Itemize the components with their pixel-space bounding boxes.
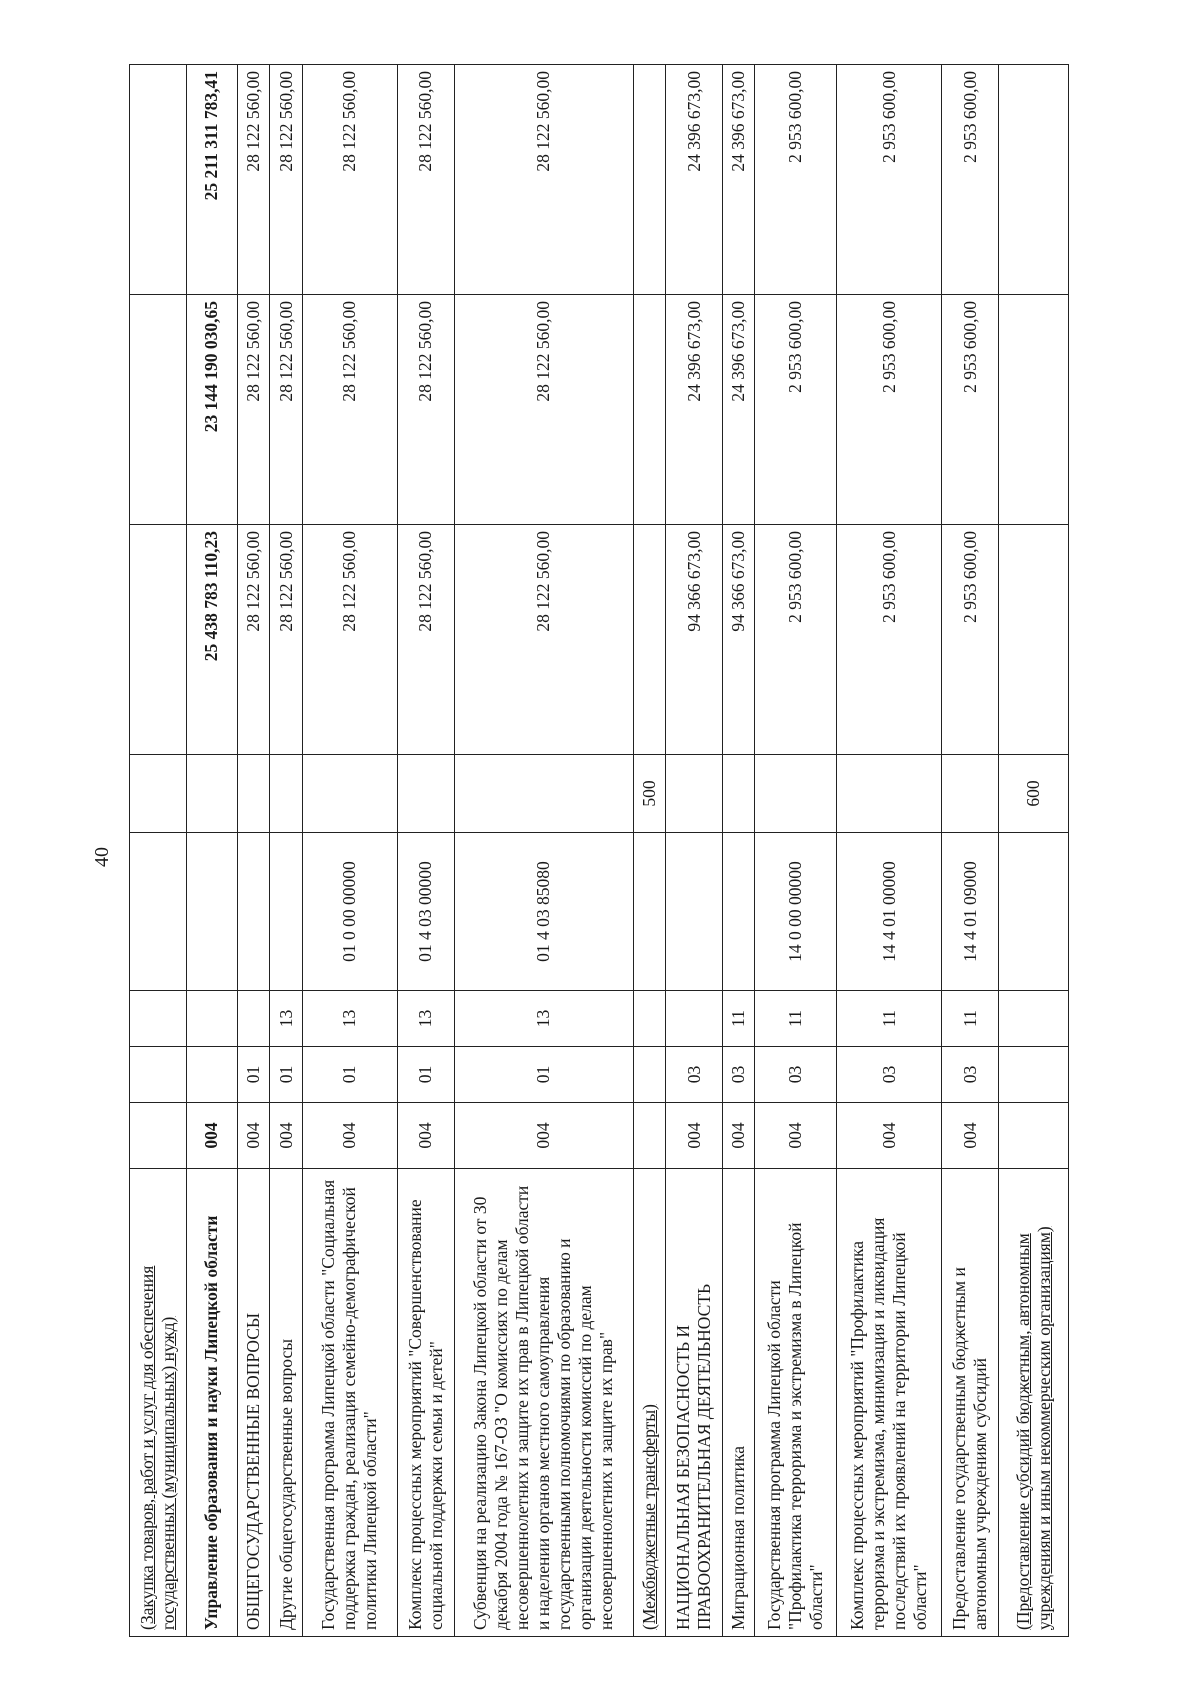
- cell-pr: [237, 991, 269, 1047]
- cell-rz: 03: [666, 1047, 723, 1103]
- cell-vr: [454, 755, 633, 833]
- cell-sum3: 24 396 673,00: [666, 65, 723, 295]
- cell-vr: [398, 755, 455, 833]
- cell-sum2: 28 122 560,00: [454, 295, 633, 525]
- cell-sum2: 24 396 673,00: [723, 295, 755, 525]
- cell-vr: [723, 755, 755, 833]
- cell-sum3: [130, 65, 187, 295]
- cell-sum1: 94 366 673,00: [666, 525, 723, 755]
- cell-sum2: 2 953 600,00: [836, 295, 942, 525]
- cell-pr: [130, 991, 187, 1047]
- cell-csr: [186, 833, 237, 991]
- cell-pr: [633, 991, 665, 1047]
- table-row: [270, 65, 302, 1637]
- table-row: [633, 65, 665, 1637]
- cell-sum1: 94 366 673,00: [723, 525, 755, 755]
- cell-rz: 01: [302, 1047, 397, 1103]
- table-row: [237, 65, 269, 1637]
- cell-rz: 03: [723, 1047, 755, 1103]
- cell-sum3: 2 953 600,00: [942, 65, 999, 295]
- cell-pr: 13: [454, 991, 633, 1047]
- table-body: [130, 65, 1069, 1637]
- cell-csr: [723, 833, 755, 991]
- cell-rz: 01: [398, 1047, 455, 1103]
- cell-pr: [999, 991, 1069, 1047]
- cell-csr: [633, 833, 665, 991]
- cell-sum3: 25 211 311 783,41: [186, 65, 237, 295]
- cell-ved: [633, 1103, 665, 1169]
- cell-sum1: 28 122 560,00: [270, 525, 302, 755]
- table-row: [666, 65, 723, 1637]
- cell-sum1: [999, 525, 1069, 755]
- cell-vr: [942, 755, 999, 833]
- cell-name: Субвенция на реализацию Закона Липецкой области от 30 декабря 2004 года № 167-ОЗ "О комиссиях по делам несовершеннолетних и защите их прав в Липецкой области и наделении органов местного самоуправления государственными полномочиями по образованию и организации деятельности комиссий по делам несовершеннолетних и защите их прав": [454, 1169, 633, 1637]
- cell-name: НАЦИОНАЛЬНАЯ БЕЗОПАСНОСТЬ И ПРАВООХРАНИТЕЛЬНАЯ ДЕЯТЕЛЬНОСТЬ: [666, 1169, 723, 1637]
- table-row: [755, 65, 836, 1637]
- cell-vr: 600: [999, 755, 1069, 833]
- cell-ved: 004: [270, 1103, 302, 1169]
- cell-rz: 03: [755, 1047, 836, 1103]
- cell-vr: 500: [633, 755, 665, 833]
- table-row: [454, 65, 633, 1637]
- table-row: [302, 65, 397, 1637]
- cell-csr: 14 4 01 00000: [836, 833, 942, 991]
- cell-name: Управление образования и науки Липецкой области: [186, 1169, 237, 1637]
- cell-sum2: 23 144 190 030,65: [186, 295, 237, 525]
- cell-sum3: 28 122 560,00: [270, 65, 302, 295]
- cell-sum1: 28 122 560,00: [237, 525, 269, 755]
- cell-rz: 03: [942, 1047, 999, 1103]
- cell-sum2: 28 122 560,00: [237, 295, 269, 525]
- cell-sum1: 25 438 783 110,23: [186, 525, 237, 755]
- page-number: 40: [91, 847, 113, 867]
- cell-pr: 13: [270, 991, 302, 1047]
- cell-vr: [270, 755, 302, 833]
- cell-ved: 004: [942, 1103, 999, 1169]
- cell-sum1: 28 122 560,00: [398, 525, 455, 755]
- cell-pr: 11: [723, 991, 755, 1047]
- cell-name: (Межбюджетные трансферты): [633, 1169, 665, 1637]
- cell-name: (Закупка товаров, работ и услуг для обеспечения государственных (муниципальных) нужд): [130, 1169, 187, 1637]
- cell-csr: [666, 833, 723, 991]
- cell-sum1: [130, 525, 187, 755]
- cell-sum3: 28 122 560,00: [302, 65, 397, 295]
- cell-ved: [130, 1103, 187, 1169]
- cell-rz: 01: [237, 1047, 269, 1103]
- cell-sum3: 28 122 560,00: [454, 65, 633, 295]
- cell-ved: 004: [454, 1103, 633, 1169]
- cell-vr: [755, 755, 836, 833]
- cell-name: Государственная программа Липецкой области "Социальная поддержка граждан, реализация семейно-демографической политики Липецкой области": [302, 1169, 397, 1637]
- table-row: [723, 65, 755, 1637]
- table-row: [836, 65, 942, 1637]
- cell-name: ОБЩЕГОСУДАРСТВЕННЫЕ ВОПРОСЫ: [237, 1169, 269, 1637]
- cell-sum2: 2 953 600,00: [942, 295, 999, 525]
- cell-vr: [666, 755, 723, 833]
- cell-pr: [666, 991, 723, 1047]
- cell-sum2: 28 122 560,00: [302, 295, 397, 525]
- cell-sum2: 2 953 600,00: [755, 295, 836, 525]
- cell-sum2: [633, 295, 665, 525]
- table-row: [130, 65, 187, 1637]
- cell-rz: [999, 1047, 1069, 1103]
- cell-csr: 01 4 03 00000: [398, 833, 455, 991]
- cell-ved: 004: [755, 1103, 836, 1169]
- cell-vr: [237, 755, 269, 833]
- table-row: [942, 65, 999, 1637]
- cell-ved: 004: [237, 1103, 269, 1169]
- cell-name: Другие общегосударственные вопросы: [270, 1169, 302, 1637]
- cell-csr: 01 4 03 85080: [454, 833, 633, 991]
- cell-pr: 13: [398, 991, 455, 1047]
- cell-rz: [633, 1047, 665, 1103]
- cell-ved: 004: [186, 1103, 237, 1169]
- cell-rz: [130, 1047, 187, 1103]
- cell-pr: 11: [755, 991, 836, 1047]
- cell-sum2: [130, 295, 187, 525]
- cell-sum2: 28 122 560,00: [270, 295, 302, 525]
- cell-name: Комплекс процессных мероприятий "Совершенствование социальной поддержки семьи и детей": [398, 1169, 455, 1637]
- cell-sum1: 2 953 600,00: [942, 525, 999, 755]
- cell-rz: 03: [836, 1047, 942, 1103]
- cell-name: Предоставление государственным бюджетным и автономным учреждениям субсидий: [942, 1169, 999, 1637]
- cell-ved: 004: [836, 1103, 942, 1169]
- cell-ved: [999, 1103, 1069, 1169]
- cell-name: Миграционная политика: [723, 1169, 755, 1637]
- cell-sum1: 28 122 560,00: [302, 525, 397, 755]
- cell-sum1: [633, 525, 665, 755]
- budget-table: [129, 64, 1069, 1637]
- cell-rz: 01: [454, 1047, 633, 1103]
- table-row: [186, 65, 237, 1637]
- table-row: [398, 65, 455, 1637]
- cell-ved: 004: [666, 1103, 723, 1169]
- cell-pr: 11: [836, 991, 942, 1047]
- cell-sum2: 24 396 673,00: [666, 295, 723, 525]
- table-row: [999, 65, 1069, 1637]
- cell-sum3: [999, 65, 1069, 295]
- cell-csr: [237, 833, 269, 991]
- cell-sum2: 28 122 560,00: [398, 295, 455, 525]
- cell-vr: [302, 755, 397, 833]
- cell-name: (Предоставление субсидий бюджетным, автономным учреждениям и иным некоммерческим организациям): [999, 1169, 1069, 1637]
- cell-rz: 01: [270, 1047, 302, 1103]
- cell-ved: 004: [302, 1103, 397, 1169]
- cell-sum3: 2 953 600,00: [755, 65, 836, 295]
- cell-sum1: 2 953 600,00: [836, 525, 942, 755]
- cell-sum1: 28 122 560,00: [454, 525, 633, 755]
- cell-sum3: 24 396 673,00: [723, 65, 755, 295]
- cell-sum1: 2 953 600,00: [755, 525, 836, 755]
- cell-name: Комплекс процессных мероприятий "Профилактика терроризма и экстремизма, минимизация и ликвидация последствий их проявлений на территории Липецкой области": [836, 1169, 942, 1637]
- cell-csr: 14 4 01 09000: [942, 833, 999, 991]
- cell-csr: 01 0 00 00000: [302, 833, 397, 991]
- cell-sum3: 2 953 600,00: [836, 65, 942, 295]
- cell-sum3: [633, 65, 665, 295]
- cell-vr: [836, 755, 942, 833]
- cell-ved: 004: [723, 1103, 755, 1169]
- cell-ved: 004: [398, 1103, 455, 1169]
- budget-table-wrapper: [129, 65, 1069, 1637]
- cell-vr: [186, 755, 237, 833]
- cell-csr: [130, 833, 187, 991]
- cell-name: Государственная программа Липецкой области "Профилактика терроризма и экстремизма в Липецкой области": [755, 1169, 836, 1637]
- cell-sum3: 28 122 560,00: [237, 65, 269, 295]
- cell-rz: [186, 1047, 237, 1103]
- cell-csr: [270, 833, 302, 991]
- cell-pr: 13: [302, 991, 397, 1047]
- cell-vr: [130, 755, 187, 833]
- cell-csr: 14 0 00 00000: [755, 833, 836, 991]
- cell-pr: 11: [942, 991, 999, 1047]
- cell-sum2: [999, 295, 1069, 525]
- cell-sum3: 28 122 560,00: [398, 65, 455, 295]
- cell-csr: [999, 833, 1069, 991]
- cell-pr: [186, 991, 237, 1047]
